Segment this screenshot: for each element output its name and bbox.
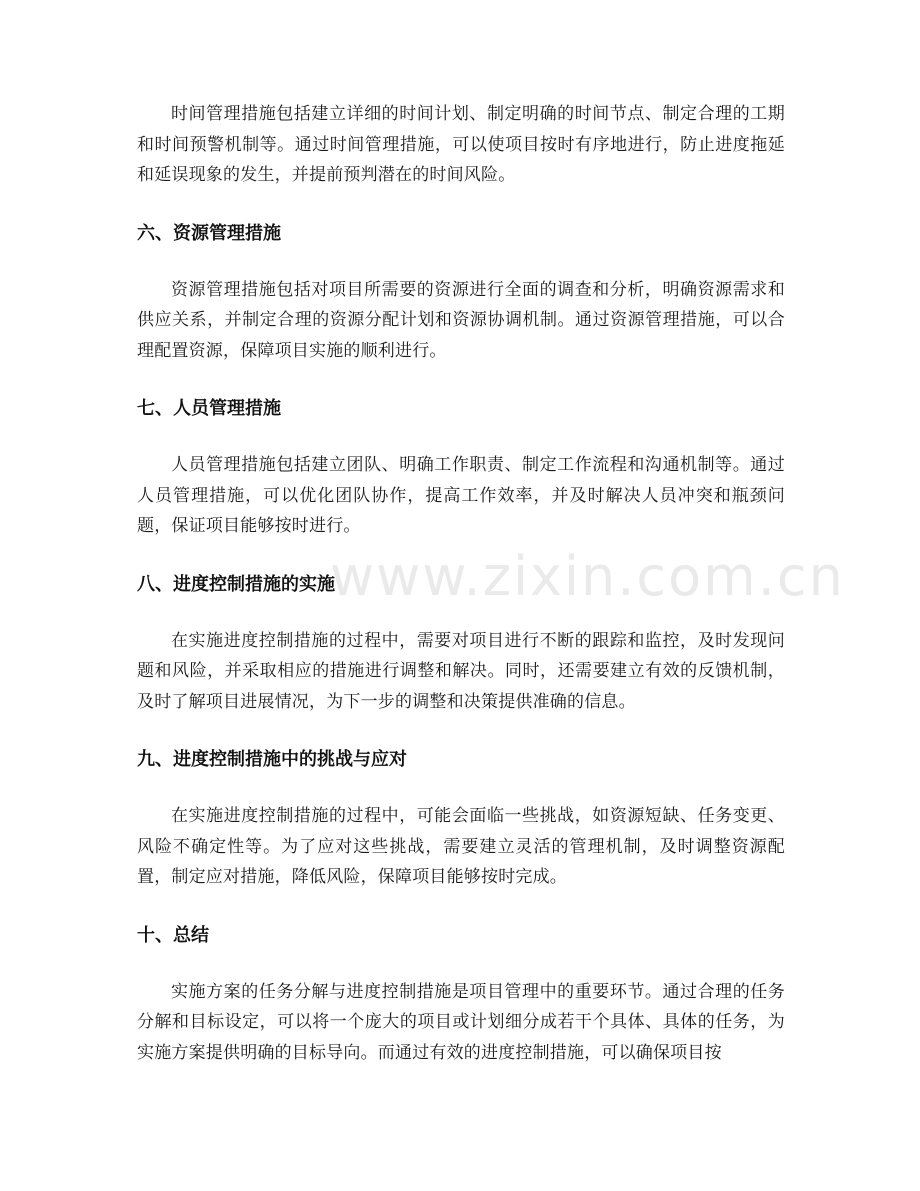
paragraph-summary: 实施方案的任务分解与进度控制措施是项目管理中的重要环节。通过合理的任务分解和目标设定，可以将一个庞大的项目或计划细分成若干个具体、具体的任务，为实施方案提供明确的目标导向。而通过有效的进度控制措施，可以确保项目按 <box>137 981 785 1063</box>
document-body <box>137 99 785 1068</box>
heading-resource-management: 六、资源管理措施 <box>137 222 281 244</box>
paragraph-progress-control-implementation: 在实施进度控制措施的过程中，需要对项目进行不断的跟踪和监控，及时发现问题和风险，并采取相应的措施进行调整和解决。同时，还需要建立有效的反馈机制，及时了解项目进展情况，为下一步的调整和决策提供准确的信息。 <box>137 630 785 712</box>
paragraph-personnel-management: 人员管理措施包括建立团队、明确工作职责、制定工作流程和沟通机制等。通过人员管理措施，可以优化团队协作，提高工作效率，并及时解决人员冲突和瓶颈问题，保证项目能够按时进行。 <box>137 455 785 536</box>
watermark-text: www.zixin.com.cn <box>330 545 845 608</box>
paragraph-resource-management: 资源管理措施包括对项目所需要的资源进行全面的调查和分析，明确资源需求和供应关系，并制定合理的资源分配计划和资源协调机制。通过资源管理措施，可以合理配置资源，保障项目实施的顺利进行。 <box>137 279 785 361</box>
paragraph-time-management: 时间管理措施包括建立详细的时间计划、制定明确的时间节点、制定合理的工期和时间预警机制等。通过时间管理措施，可以使项目按时有序地进行，防止进度拖延和延误现象的发生，并提前预判潜在的时间风险。 <box>137 104 785 185</box>
heading-progress-control-implementation: 八、进度控制措施的实施 <box>137 573 335 595</box>
heading-personnel-management: 七、人员管理措施 <box>137 398 281 419</box>
heading-challenges-and-responses: 九、进度控制措施中的挑战与应对 <box>137 749 407 770</box>
heading-summary: 十、总结 <box>137 924 209 946</box>
paragraph-challenges-and-responses: 在实施进度控制措施的过程中，可能会面临一些挑战，如资源短缺、任务变更、风险不确定性等。为了应对这些挑战，需要建立灵活的管理机制，及时调整资源配置，制定应对措施，降低风险，保障项目能够按时完成。 <box>137 806 785 887</box>
